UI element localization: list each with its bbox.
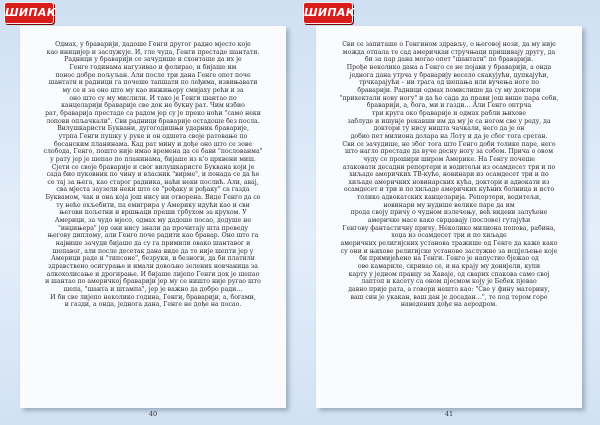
page-number: 40 <box>148 410 158 418</box>
text-line: једнога дана утрча у браварију весело скакујући, цупкајући, <box>349 71 549 79</box>
text-line: би примијећено на Генги. Генго је напустио бјежао од <box>359 255 539 263</box>
page-number: 41 <box>444 410 454 418</box>
text-line: три круга око браварије и одмах рабли њихове <box>371 109 527 117</box>
text-line: здравствено осигурање и имали довољно зелених новчаница за <box>48 263 258 271</box>
text-line: његову диплому, али Генго поче радити као бравар. Оно што га <box>47 232 259 240</box>
text-line: новинари му нудише велике паре да им <box>383 201 515 209</box>
text-line: алкохолисање и дрогирање. И бијаше лијепо Генги док је шепао <box>46 270 260 278</box>
text-line: Прође неколико дана а Генго се не појави у браварији, а онда <box>346 63 552 71</box>
text-line: Америци, за чудо мјесо, одмах му дадоше посао, додуше не <box>54 217 252 225</box>
text-line: "инџињера" јер они нису знали да прочитају шта преведу <box>57 224 248 232</box>
text-line: у рату јер је шепао по планинама, бијаше из к'о црквени миш. <box>50 155 256 163</box>
text-line: се тај за њега, као старог радника, наћи неки послић. Али, авај, <box>47 178 259 186</box>
text-line: америчких религијских установа тражише од Генге да каже како <box>340 240 558 248</box>
text-line: и газди, а онда, једнога дана, Генге не дође на посао. <box>64 301 242 309</box>
text-line: утрпа Генги пушку у руке и он одшета своје ратовање по <box>58 132 248 140</box>
text-line: давно прије рата, а говори нешто као: "Све у фину материну, <box>348 286 550 293</box>
text-line: атаковати десадни репортери и водитељи из осамдесет три и по <box>342 163 556 171</box>
text-line: Сви се зачудише, не због тога што Генго доби толике паре, него <box>342 140 556 148</box>
text-line: слобода, Генго, пошто није имао времена да се бави "послованма" <box>43 148 263 156</box>
text-line: канцеларији браварије све док не букну рат. Чим избио <box>61 102 245 110</box>
text-line: ту неће охљебити, па емигрира у Америку идући као и сви <box>56 201 250 209</box>
text-line: његови пољетни и вршњаци преши трбухом за крухом. У <box>59 209 247 217</box>
text-line: Америци раде и "типсоне", безруки, и безноги, да би платили <box>51 255 255 263</box>
text-line: доктори ту нису ништа чачкали, него да је он <box>373 125 525 133</box>
text-line: чуду се прошири широм Америке. На Генгу почеше <box>363 155 535 163</box>
text-line: добио пет милиона долара на Лоту и да је сбог тога сретан. <box>350 132 548 140</box>
text-line: америчке масе како сврџавају (послове) гутајући <box>367 217 531 225</box>
text-line: хоџа из осамдесет три и по хиљаде <box>391 232 507 240</box>
text-line: највише зачуди бијаше да су га примили овако шантавог и <box>55 240 251 248</box>
text-line: шепавог, али после десетак дана виде да то није шепти јер у <box>52 247 254 255</box>
text-line: хиљаде америчких ТВ-куће, новинари из осамдесет три и по <box>349 171 549 179</box>
magazine-logo: ШИПАК <box>303 2 353 24</box>
page-text-block <box>32 41 274 309</box>
text-line: карту у једном правцу за Хаваје, од сварих спакова само свој <box>348 270 550 278</box>
left-page <box>20 26 286 408</box>
text-line: Буквамом, чак и она која још нису ни отворена. Виде Генго да се <box>45 194 261 202</box>
text-line: лопови опљачкали". Сви радници браварије остадоше без посла. <box>46 117 260 125</box>
text-line: шантати и радници га почеше тапшати по леђима, извињавати <box>48 79 258 87</box>
text-line: му се и за оно што му као инжињеру смијаху рећи и за <box>62 86 244 94</box>
text-line: понос добре пољуљан. Али после три дана Генге опет поче <box>55 71 251 79</box>
text-line: Одмах, у браварији, дадоше Генги другог радно мјесто које <box>55 41 251 48</box>
text-line: Генге годинама нагузивао и фолирао, и бијаше им <box>69 63 237 71</box>
text-line: заблуде и ишунје рекавши им да му је са ногом све у реду, да <box>347 117 551 125</box>
text-line: Генгову фантастичну причу. Неколико милиона попова, рабина, <box>342 224 556 232</box>
text-line: сада био пуковник по чину и власник "вирме", и понада се да ће <box>46 171 260 179</box>
text-line: ваш син је укакан, ваш дан је досадан…", те под тером горе <box>350 293 548 301</box>
text-line: трчкарајући – ни трага од шепања или вучења ноге по <box>359 79 539 87</box>
text-line: браварији, а, бога, ми и газди… Али Генго оптрча <box>366 102 532 110</box>
text-line: Вилушкаристи Буквани, дугогодишњи ударник браварије, <box>57 125 249 133</box>
text-line: браварији. Радници одмах помислише да су му доктори <box>357 86 541 94</box>
text-line: Радници у браварији се зачудише и схонташе да их је <box>64 56 242 64</box>
text-line: лаптоп и касету са оном пјесмом коју је Бебек пјевао <box>361 278 537 286</box>
text-line: су они и њихове религијске установе заслужне за исцјељење које <box>340 247 558 255</box>
text-line: би за пар дана могао опет "шантати" по браварији. <box>364 56 534 64</box>
text-line: И би све лијепо неколико година, Генги, браварији, а, богами, <box>50 293 256 301</box>
text-line: као иницијер и заслужује. И, гле чуда, Генги престаде шантати. <box>46 48 260 56</box>
text-line: осамдесет и три и по хиљаде америчких кућних болница и исто <box>343 186 555 194</box>
text-line: прода своју причу о чудном излечењу, већ видеви залућене <box>350 209 548 217</box>
text-line: шепа, "шанта и штампа", јер је важно да добро ради… <box>63 286 243 293</box>
text-line: толико адвокатских канцеларија. Репортери, водитељи, <box>356 194 542 202</box>
text-line: оно што су му мислили. И тако је Генги шантао по <box>69 94 237 102</box>
right-page <box>316 26 582 408</box>
text-line: што нагло престаде да вуче десну ногу за собом. Прича о овом <box>344 148 554 156</box>
text-line: босанским планинама. Кад рат мину и дође оно што се зове <box>53 140 253 148</box>
text-line: хиљаде америчких новинарских кућа, доктори и адвокати из <box>348 178 550 186</box>
text-line: наведених дође на аеродром. <box>400 301 498 309</box>
page-text-block <box>328 41 570 309</box>
text-line: Сви се запиташе о Генгином здрављу, о његовој нози, да му није <box>342 41 556 48</box>
text-line: и шантао по америчкој браварији јер му се ништо није ругао што <box>45 278 261 286</box>
text-line: Сјети се своје браварије и свог вилушкаристе Букванa који је <box>51 163 255 171</box>
text-line: можда отпала те сад америчкаи стручњаци пришивају другу, да <box>342 48 556 56</box>
text-line: ове камарилe, скривао се, и на крају му донијели, купи <box>357 263 541 271</box>
text-line: рат, браварија престаде са радом јер су је преко ноћи "само неки <box>45 109 261 117</box>
magazine-logo: ШИПАК <box>4 2 54 24</box>
text-line: "прихектали нову ногу" и да ће сада да прави још више пара себи, <box>339 94 559 102</box>
text-line: сва мјеста заузели неки што се "рођаку и рођаку" са газда <box>56 186 250 194</box>
